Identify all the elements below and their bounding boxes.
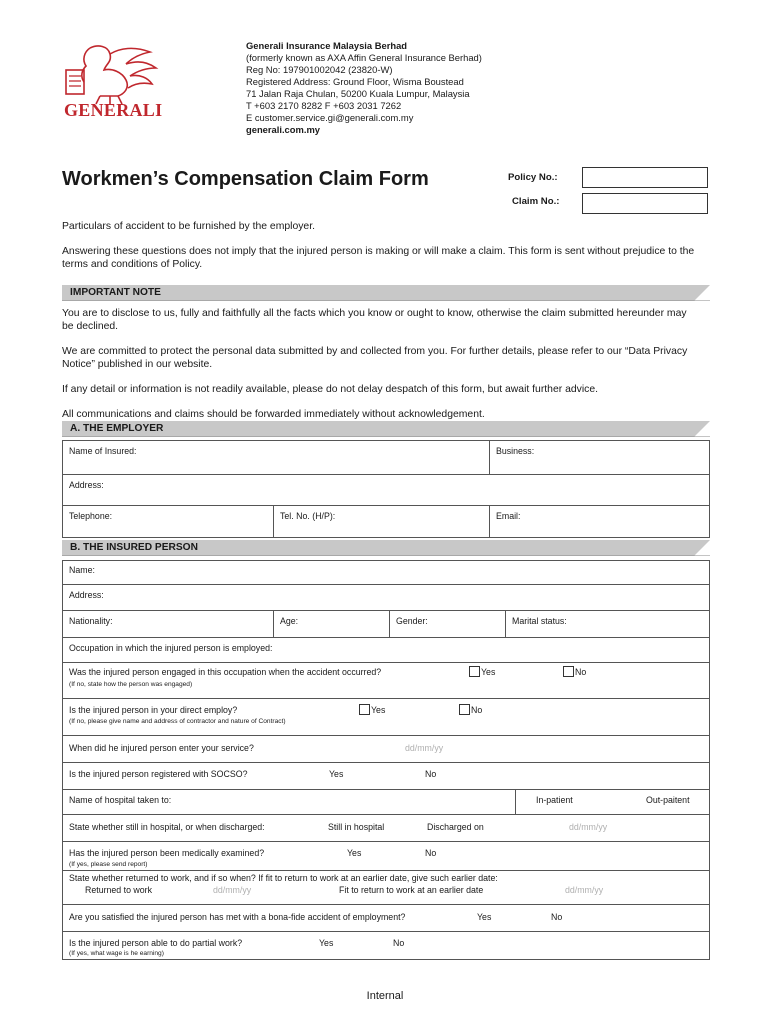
insured-name-field[interactable]: Name: (69, 565, 95, 575)
name-of-insured-field[interactable]: Name of Insured: (69, 446, 137, 456)
insured-section-heading: B. THE INSURED PERSON (70, 542, 198, 553)
telephone-field[interactable]: Telephone: (69, 511, 113, 521)
socso-yes-option[interactable]: Yes (329, 769, 344, 779)
company-website: generali.com.my (246, 124, 320, 135)
intro-paragraph-2b: terms and conditions of Policy. (62, 259, 203, 270)
satisfied-yes-option[interactable]: Yes (477, 912, 492, 922)
insured-row-engaged (62, 663, 710, 699)
yes-label: Yes (371, 705, 386, 715)
enter-service-date-input[interactable]: dd/mm/yy (405, 743, 444, 753)
satisfied-question: Are you satisfied the injured person has met with a bona-fide accident of employment? (69, 912, 406, 922)
nationality-field[interactable]: Nationality: (69, 616, 113, 626)
in-patient-option[interactable]: In-patient (536, 795, 573, 805)
email-cell[interactable] (489, 506, 711, 537)
fit-return-date-input[interactable]: dd/mm/yy (565, 885, 604, 895)
partial-yes-option[interactable]: Yes (319, 938, 334, 948)
checkbox-icon[interactable] (459, 704, 470, 715)
email-label: Email: (496, 511, 521, 521)
tel-hp-cell[interactable] (273, 506, 489, 537)
important-note-banner (62, 285, 710, 301)
examined-hint: (If yes, please send report) (69, 861, 148, 868)
marital-status-cell[interactable] (505, 611, 711, 637)
insured-row-discharge (62, 815, 710, 842)
partial-work-hint: (If yes, what wage is he earning) (69, 950, 164, 957)
gender-cell[interactable] (389, 611, 505, 637)
examined-no-option[interactable]: No (425, 848, 437, 858)
company-reg-no: Reg No: 197901002042 (23820-W) (246, 64, 393, 75)
direct-employ-hint: (If no, please give name and address of contractor and nature of Contract) (69, 718, 286, 725)
important-note-heading: IMPORTANT NOTE (70, 287, 161, 298)
satisfied-no-option[interactable]: No (551, 912, 563, 922)
insured-row-enter-service (62, 736, 710, 763)
hospital-field[interactable]: Name of hospital taken to: (69, 795, 172, 805)
direct-employ-question: Is the injured person in your direct employ? (69, 705, 238, 715)
engaged-hint: (If no, state how the person was engaged) (69, 681, 193, 688)
socso-question: Is the injured person registered with SOCSO? (69, 769, 248, 779)
claim-no-field[interactable] (582, 193, 708, 214)
note-paragraph-1a: You are to disclose to us, fully and faithfully all the facts which you know or ought to know, otherwise the claim submitted hereunder may (62, 308, 687, 319)
no-label: No (575, 667, 587, 677)
classification-footer: Internal (366, 990, 404, 1002)
patient-type-cell (515, 790, 711, 814)
socso-no-option[interactable]: No (425, 769, 437, 779)
partial-no-option[interactable]: No (393, 938, 405, 948)
checkbox-icon[interactable] (563, 666, 574, 677)
company-email: E customer.service.gi@generali.com.my (246, 112, 414, 123)
company-phone: T +603 2170 8282 F +603 2031 7262 (246, 100, 402, 111)
engaged-yes-option[interactable] (469, 666, 495, 677)
age-label: Age: (280, 616, 299, 626)
insured-row-address (62, 585, 710, 611)
insured-address-field[interactable]: Address: (69, 590, 104, 600)
direct-no-option[interactable] (459, 704, 482, 715)
company-former-name: (formerly known as AXA Affin General Insurance Berhad) (246, 52, 482, 63)
discharge-date-input[interactable]: dd/mm/yy (569, 822, 608, 832)
intro-paragraph-2a: Answering these questions does not imply that the injured person is making or will make a claim. This form is sent without prejudice to the (62, 246, 695, 257)
insured-row-details (62, 611, 710, 638)
claim-no-label: Claim No.: (512, 196, 560, 207)
age-cell[interactable] (273, 611, 389, 637)
employer-address-field[interactable]: Address: (69, 480, 104, 490)
note-paragraph-1b: be declined. (62, 321, 119, 332)
employer-row-contact (62, 506, 710, 538)
yes-label: Yes (481, 667, 496, 677)
discharge-question: State whether still in hospital, or when discharged: (69, 822, 265, 832)
employer-row-name (62, 440, 710, 475)
marital-status-label: Marital status: (512, 616, 567, 626)
insured-row-occupation (62, 638, 710, 663)
returned-to-work-option[interactable]: Returned to work (85, 885, 152, 895)
insured-row-name (62, 560, 710, 585)
form-title: Workmen’s Compensation Claim Form (62, 168, 429, 190)
note-paragraph-4: All communications and claims should be forwarded immediately without acknowledgement. (62, 409, 485, 420)
examined-question: Has the injured person been medically examined? (69, 848, 265, 858)
checkbox-icon[interactable] (469, 666, 480, 677)
still-in-hospital-option[interactable]: Still in hospital (328, 822, 385, 832)
business-cell[interactable] (489, 441, 711, 474)
checkbox-icon[interactable] (359, 704, 370, 715)
company-address-line1: Registered Address: Ground Floor, Wisma Boustead (246, 76, 464, 87)
insured-row-examined (62, 842, 710, 871)
fit-to-return-option[interactable]: Fit to return to work at an earlier date (339, 885, 484, 895)
employer-section-heading: A. THE EMPLOYER (70, 423, 164, 434)
insured-row-satisfied (62, 905, 710, 932)
out-patient-option[interactable]: Out-paitent (646, 795, 690, 805)
discharged-on-option[interactable]: Discharged on (427, 822, 484, 832)
insured-section-banner (62, 540, 710, 556)
direct-yes-option[interactable] (359, 704, 385, 715)
generali-wordmark: GENERALI (64, 100, 163, 120)
engaged-question: Was the injured person engaged in this occupation when the accident occurred? (69, 667, 382, 677)
employer-row-address (62, 475, 710, 506)
gender-label: Gender: (396, 616, 428, 626)
intro-paragraph-1: Particulars of accident to be furnished by the employer. (62, 221, 315, 232)
engaged-no-option[interactable] (563, 666, 586, 677)
note-paragraph-2a: We are committed to protect the personal data submitted by and collected from you. For further details, please refer to our “Data Privacy (62, 346, 688, 357)
note-paragraph-3: If any detail or information is not readily available, please do not delay despatch of this form, but await further advice. (62, 384, 598, 395)
return-question: State whether returned to work, and if so when? If fit to return to work at an earlier date, give such earlier date: (69, 873, 498, 883)
insured-row-direct (62, 699, 710, 736)
returned-date-input[interactable]: dd/mm/yy (213, 885, 252, 895)
insured-row-socso (62, 763, 710, 790)
company-address-line2: 71 Jalan Raja Chulan, 50200 Kuala Lumpur, Malaysia (246, 88, 470, 99)
no-label: No (471, 705, 483, 715)
note-paragraph-2b: Notice” published in our website. (62, 359, 213, 370)
business-label: Business: (496, 446, 535, 456)
employer-section-banner (62, 421, 710, 437)
occupation-field[interactable]: Occupation in which the injured person is employed: (69, 643, 273, 653)
insured-row-return (62, 871, 710, 905)
examined-yes-option[interactable]: Yes (347, 848, 362, 858)
policy-no-field[interactable] (582, 167, 708, 188)
policy-no-label: Policy No.: (508, 172, 558, 183)
tel-hp-label: Tel. No. (H/P): (280, 511, 336, 521)
company-info (246, 40, 482, 136)
partial-work-question: Is the injured person able to do partial work? (69, 938, 243, 948)
enter-service-question: When did he injured person enter your service? (69, 743, 254, 753)
insured-row-hospital (62, 790, 710, 815)
company-name: Generali Insurance Malaysia Berhad (246, 40, 408, 51)
insured-row-partial (62, 932, 710, 960)
